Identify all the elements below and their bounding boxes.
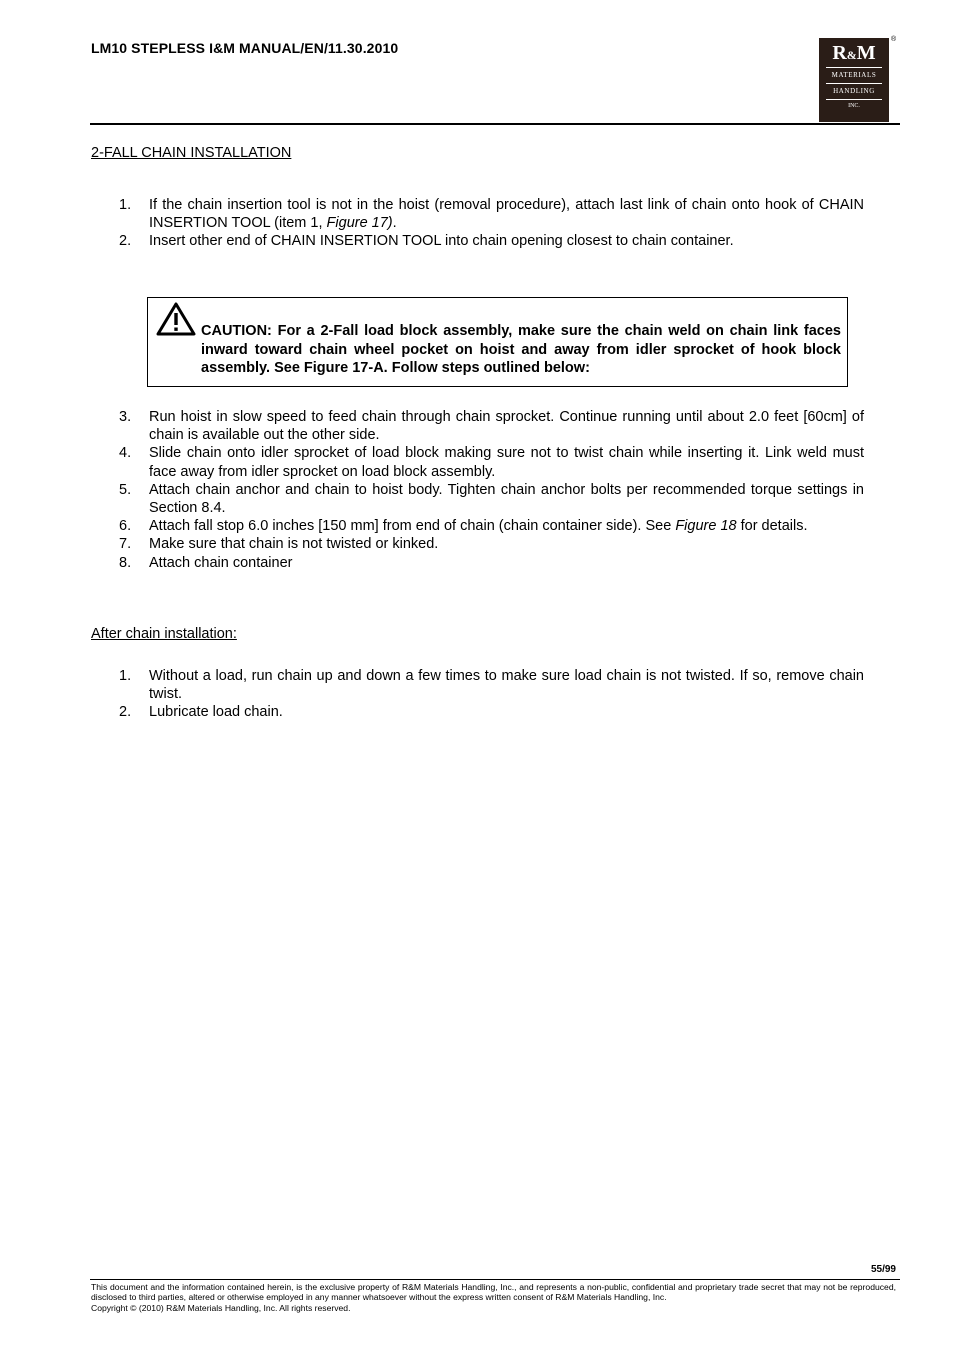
step-number: 1.: [119, 197, 132, 213]
logo-divider: [826, 67, 882, 68]
step-text: Attach chain container: [149, 554, 293, 571]
list-item: [91, 232, 864, 250]
logo-mark: R&M: [832, 42, 876, 64]
footer-legal: [91, 1282, 896, 1313]
section-title: 2-FALL CHAIN INSTALLATION: [91, 145, 292, 161]
step-text: Attach fall stop 6.0 inches [150 mm] from end of chain (chain container side). See: [149, 518, 676, 535]
page-number: 55/99: [870, 1264, 896, 1275]
step-text: Make sure that chain is not twisted or kinked.: [149, 536, 439, 553]
logo-divider: [826, 99, 882, 100]
logo-line-3: INC.: [848, 103, 860, 109]
list-item: [91, 196, 864, 232]
list-item: [91, 535, 864, 553]
list-item: [91, 408, 864, 444]
registered-mark: ®: [891, 36, 897, 43]
figure-reference: Figure 18: [675, 518, 737, 535]
step-number: 2.: [119, 233, 132, 250]
logo-line-2: HANDLING: [833, 87, 875, 95]
step-text: Attach chain anchor and chain to hoist body. Tighten chain anchor bolts per recommended torque settings in Section 8.4.: [149, 481, 864, 517]
step-number: 4.: [119, 445, 132, 462]
logo-divider: [826, 83, 882, 84]
list-item: [91, 554, 864, 572]
step-number: 1.: [119, 668, 132, 684]
step-number: 2.: [119, 704, 132, 721]
step-text: Insert other end of CHAIN INSERTION TOOL into chain opening closest to chain container.: [149, 233, 734, 250]
step-text: Lubricate load chain.: [149, 704, 283, 721]
step-number: 5.: [119, 481, 132, 498]
main-steps-list: [91, 408, 864, 572]
warning-triangle-icon: [156, 302, 196, 341]
step-text-tail: .: [392, 215, 397, 232]
step-text: Slide chain onto idler sprocket of load block making sure not to twist chain while inserting it. Link weld must face away from idler sprocket on load block assembly.: [149, 445, 864, 480]
list-item: [91, 703, 864, 721]
rm-logo: [819, 38, 889, 122]
copyright-notice: Copyright © (2010) R&M Materials Handling, Inc. All rights reserved.: [91, 1302, 351, 1313]
legal-notice: This document and the information contained herein, is the exclusive property of R&M Materials Handling, Inc., and represents a non-public, confidential and proprietary trade secret that may not be reproduced, disclosed to third parties, altered or otherwise employed in any manner whatsoever without the express written consent of R&M Materials Handling, Inc.: [91, 1282, 896, 1303]
logo-line-1: MATERIALS: [831, 71, 877, 79]
after-steps-list: [91, 667, 864, 722]
step-text: Run hoist in slow speed to feed chain through chain sprocket. Continue running until about 2.0 feet [60cm] of chain is available out the other side.: [149, 409, 864, 444]
list-item: [91, 667, 864, 703]
step-number: 6.: [119, 518, 132, 535]
list-item: [91, 517, 864, 535]
document-title: LM10 STEPLESS I&M MANUAL/EN/11.30.2010: [91, 40, 399, 56]
step-text: If the chain insertion tool is not in the hoist (removal procedure), attach last link of chain onto hook of CHAIN INSERTION TOOL (item 1,: [149, 197, 864, 232]
caution-text: CAUTION: For a 2-Fall load block assembly, make sure the chain weld on chain link faces inward toward chain wheel pocket on hoist and away from idler sprocket of hook block assembly. See Figure 17-A. Follow steps outlined below:: [201, 323, 841, 376]
after-installation-title: After chain installation:: [91, 626, 237, 642]
header-rule: [90, 123, 900, 125]
list-item: [91, 444, 864, 480]
step-text-tail: for details.: [736, 518, 808, 535]
step-number: 7.: [119, 536, 132, 553]
step-text: Without a load, run chain up and down a few times to make sure load chain is not twisted. If so, remove chain twist.: [149, 668, 864, 703]
step-number: 8.: [119, 554, 132, 571]
list-item: [91, 481, 864, 517]
step-number: 3.: [119, 409, 132, 425]
footer-rule: [90, 1279, 900, 1280]
pre-steps-list: [91, 196, 864, 251]
figure-reference: Figure 17): [326, 215, 393, 232]
